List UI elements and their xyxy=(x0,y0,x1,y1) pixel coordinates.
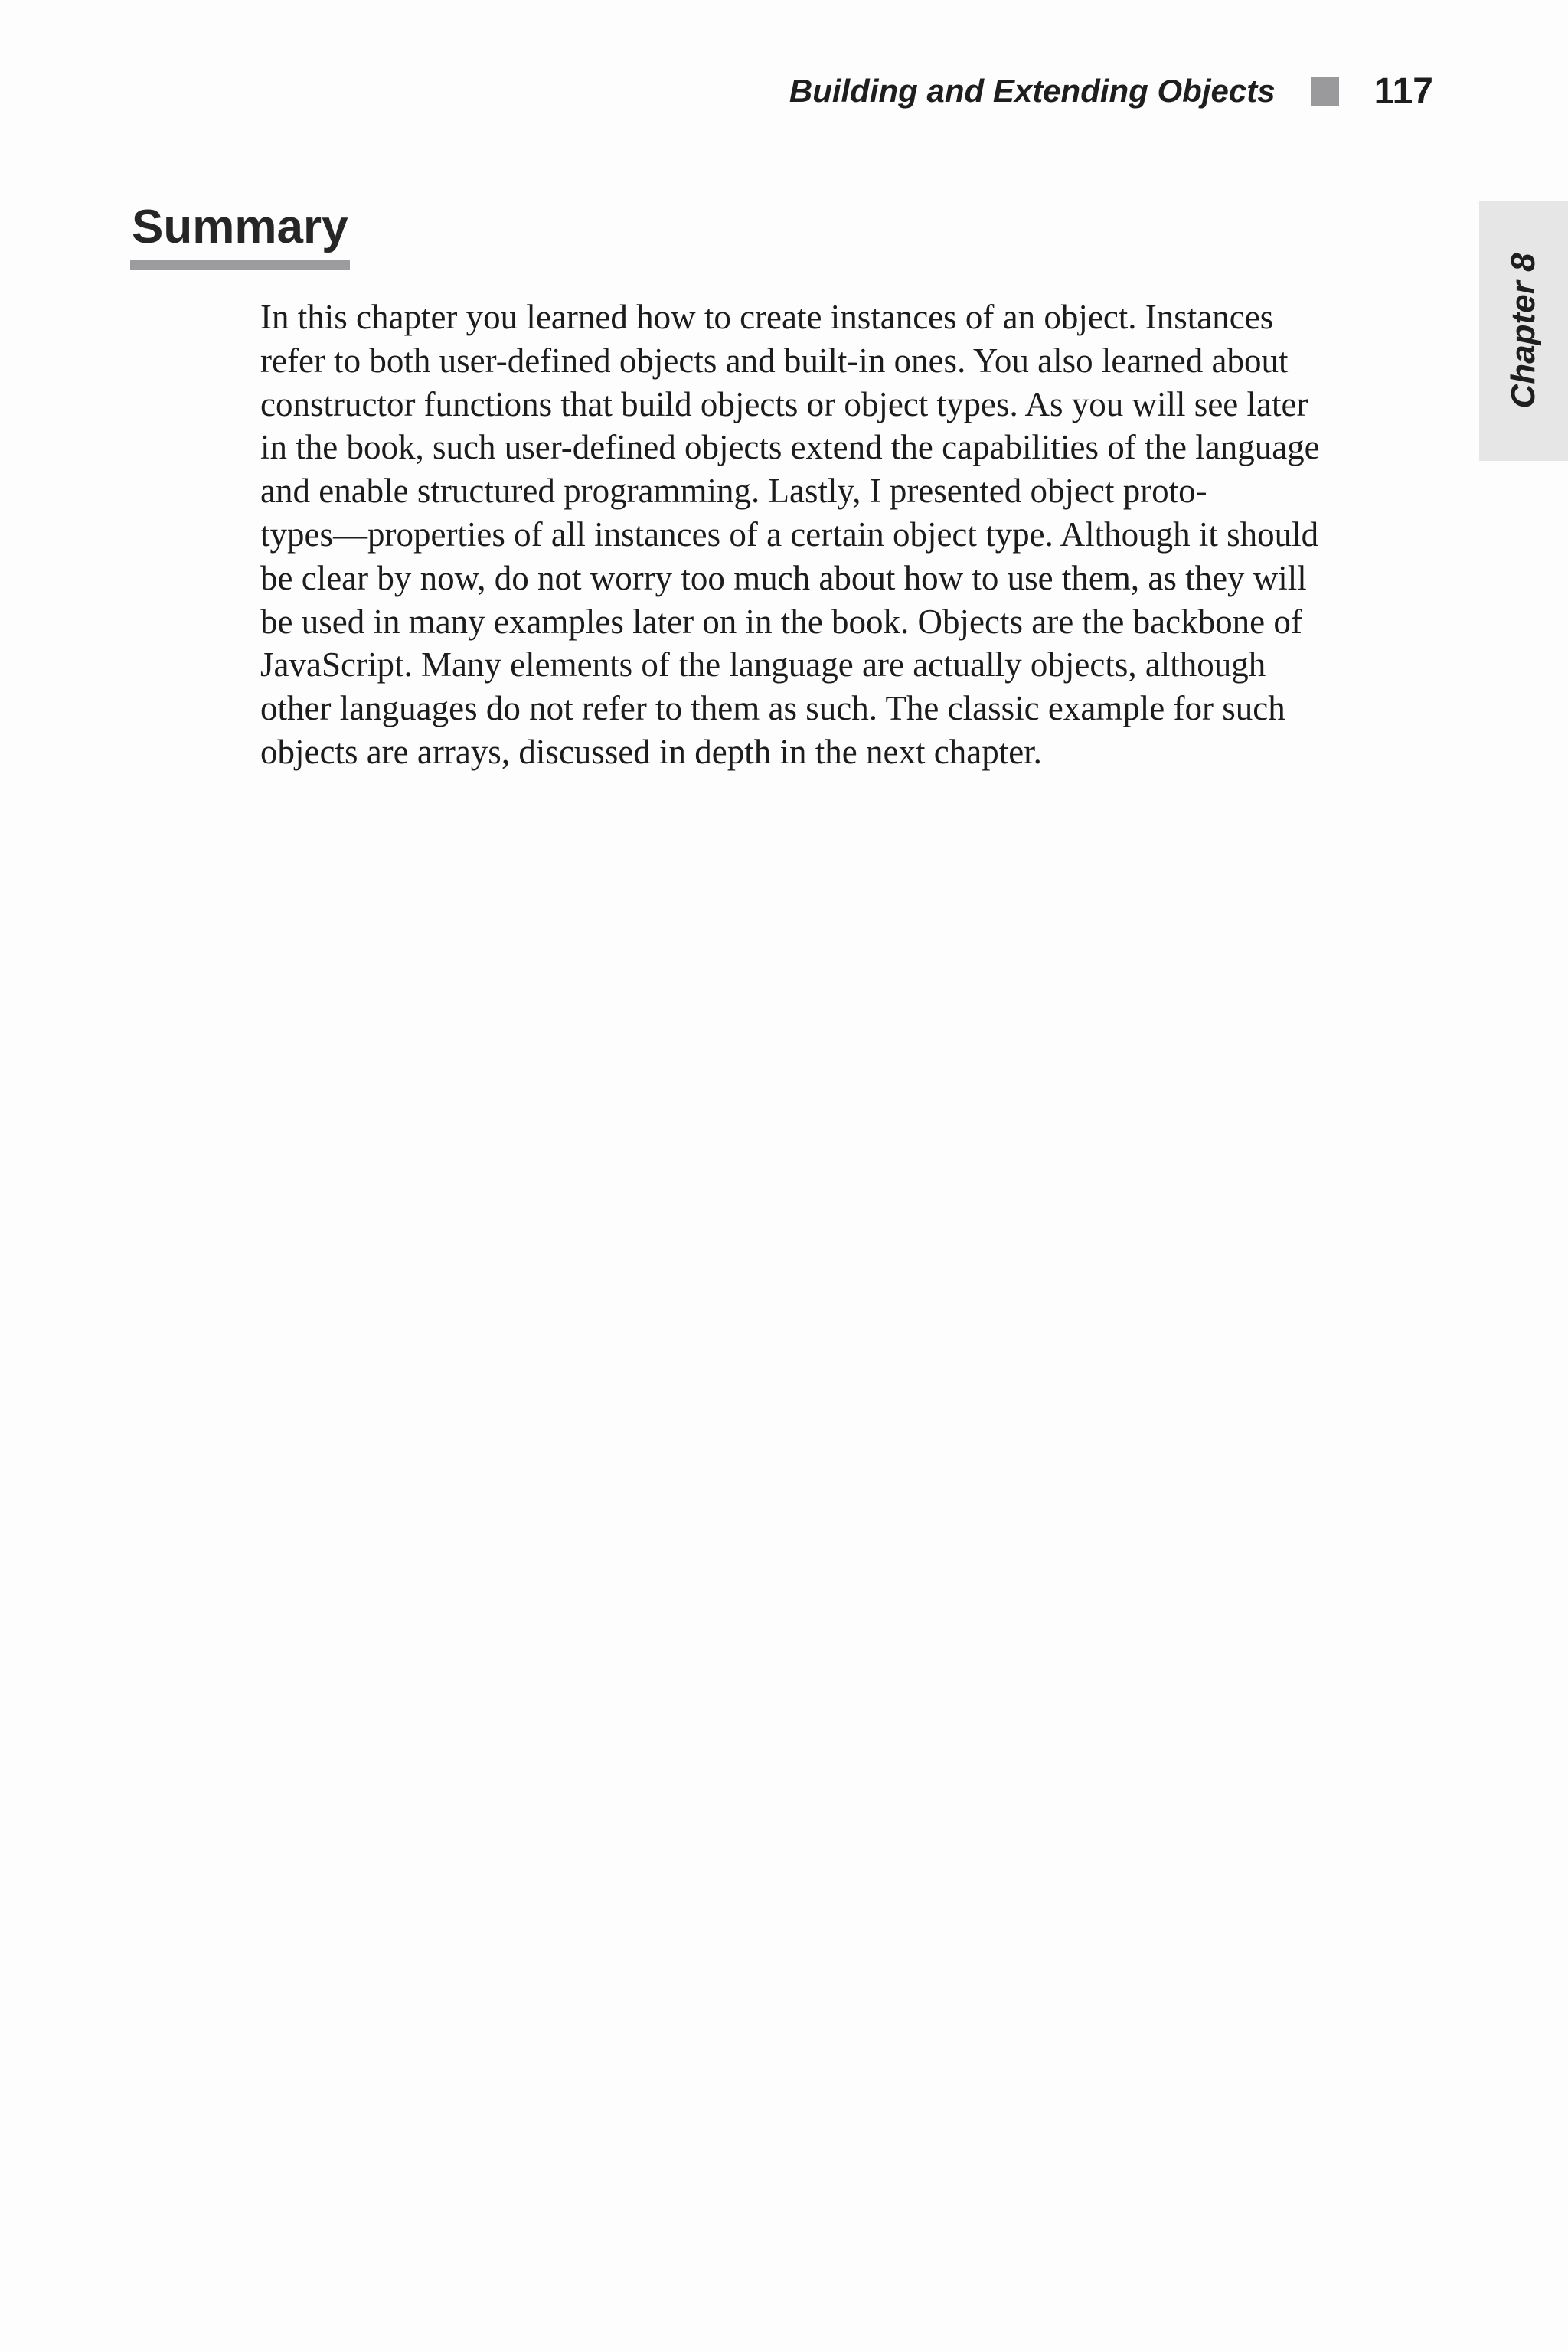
running-title: Building and Extending Objects xyxy=(789,73,1276,109)
section-heading: Summary xyxy=(130,198,350,270)
summary-paragraph xyxy=(260,296,1439,774)
paragraph-line: types—properties of all instances of a certain object type. Although it should xyxy=(260,514,1319,554)
paragraph-line: be used in many examples later on in the book. Objects are the backbone of xyxy=(260,602,1302,641)
paragraph-line: and enable structured programming. Lastly, I presented object proto- xyxy=(260,472,1207,511)
paragraph-line: JavaScript. Many elements of the language are actually objects, although xyxy=(260,645,1266,684)
page-number: 117 xyxy=(1374,70,1433,112)
paragraph-line: constructor functions that build objects or object types. As you will see later xyxy=(260,384,1308,423)
chapter-tab-label: Chapter 8 xyxy=(1504,253,1542,409)
paragraph-line: refer to both user-defined objects and built-in ones. You also learned about xyxy=(260,341,1289,380)
paragraph-line: objects are arrays, discussed in depth in the next chapter. xyxy=(260,732,1042,771)
paragraph-line: be clear by now, do not worry too much about how to use them, as they will xyxy=(260,558,1307,597)
chapter-thumb-tab xyxy=(1479,201,1568,461)
running-header xyxy=(789,67,1433,115)
header-square-ornament xyxy=(1311,77,1339,106)
paragraph-line: In this chapter you learned how to create instances of an object. Instances xyxy=(260,298,1274,336)
paragraph-line: other languages do not refer to them as such. The classic example for such xyxy=(260,689,1285,728)
paragraph-line: in the book, such user-defined objects extend the capabilities of the language xyxy=(260,428,1320,467)
